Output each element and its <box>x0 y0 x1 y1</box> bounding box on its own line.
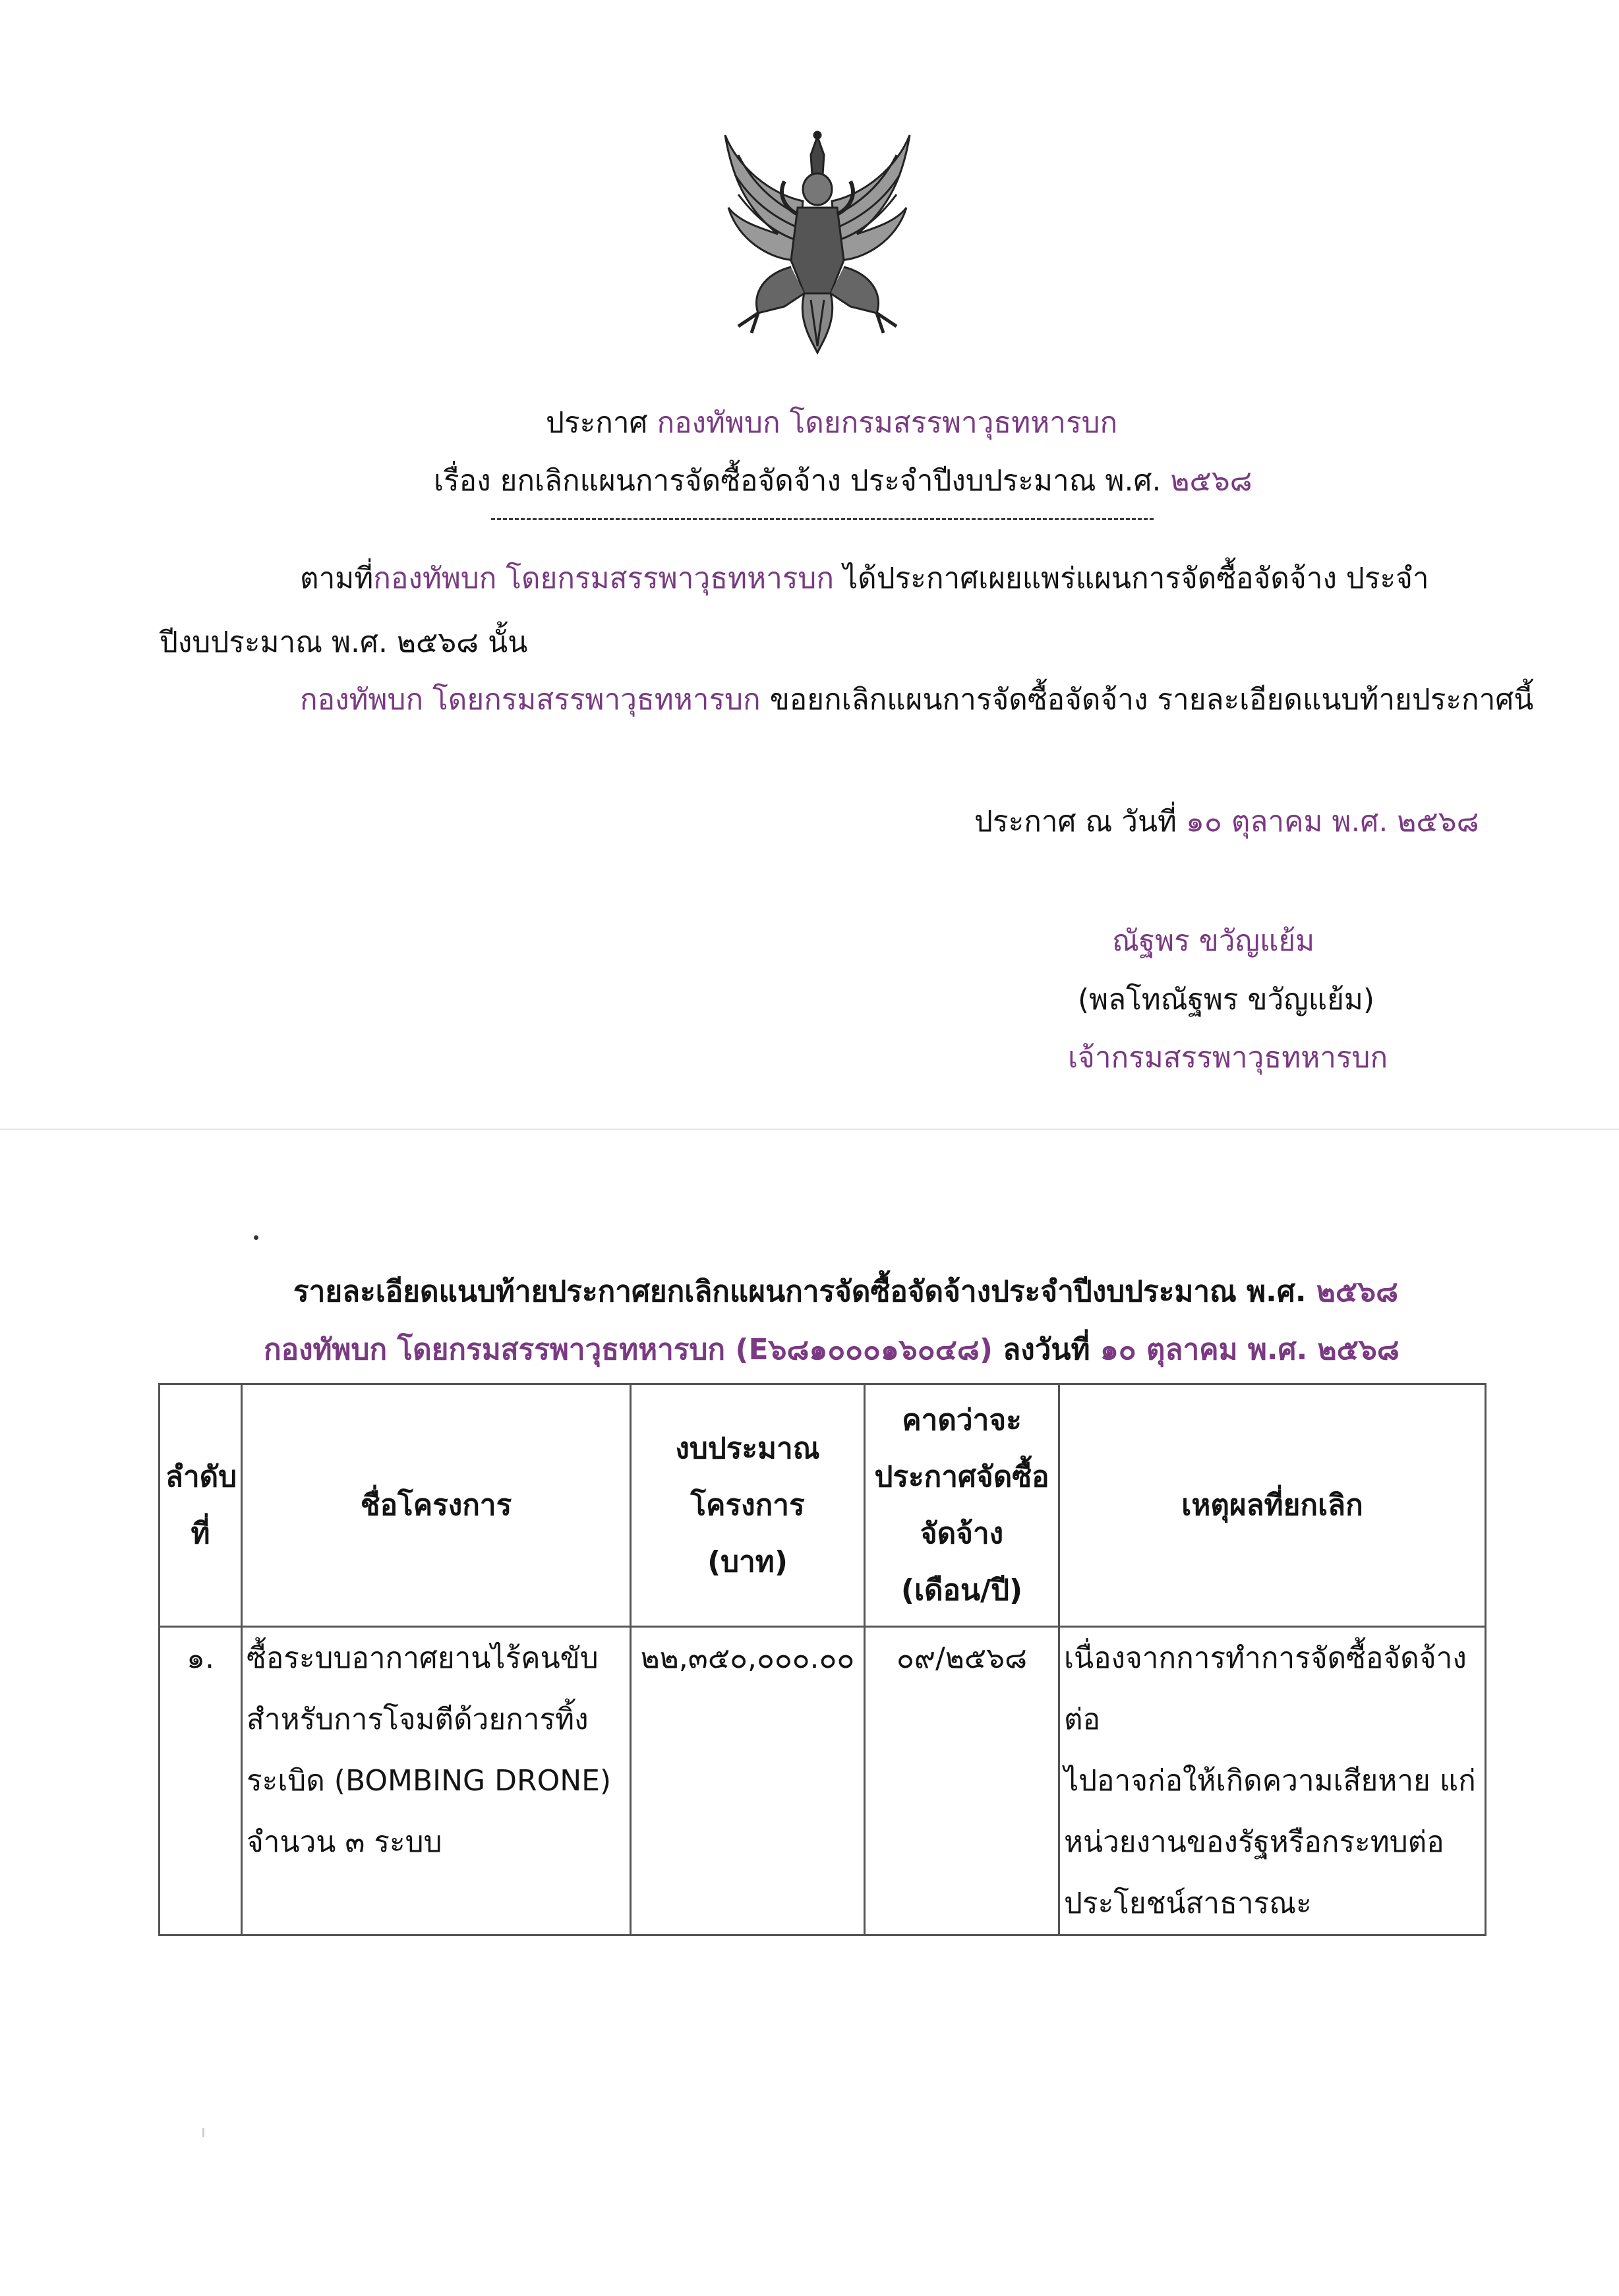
header-no-line2: ที่ <box>191 1516 210 1550</box>
garuda-emblem-icon <box>712 129 923 356</box>
header-no-line1: ลำดับ <box>165 1459 237 1494</box>
subject-year: ๒๕๖๘ <box>1170 464 1252 498</box>
project-name-line1: ซื้อระบบอากาศยานไร้คนขับ <box>247 1641 599 1675</box>
paragraph-2 <box>300 680 1533 720</box>
column-header-project-name: ชื่อโครงการ <box>242 1384 631 1627</box>
reason-line1: เนื่องจากการทำการจัดซื้อจัดจ้างต่อ <box>1064 1641 1467 1736</box>
reason-line2: ไปอาจก่อให้เกิดความเสียหาย แก่ <box>1064 1764 1476 1798</box>
attachment-date-label: ลงวันที่ <box>992 1333 1100 1367</box>
cell-reason <box>1059 1627 1486 1935</box>
column-header-expected-date <box>865 1384 1059 1627</box>
header-budget-line1: งบประมาณ <box>675 1431 820 1465</box>
date-prefix: ประกาศ ณ วันที่ <box>974 805 1187 839</box>
header-date-line1: คาดว่าจะ <box>902 1403 1022 1437</box>
project-name-line4: จำนวน ๓ ระบบ <box>247 1825 442 1859</box>
para1-organization: กองทัพบก โดยกรมสรรพาวุธทหารบก <box>373 562 834 595</box>
signatory-title: เจ้ากรมสรรพาวุธทหารบก <box>1068 1041 1388 1074</box>
subject-text: เรื่อง ยกเลิกแผนการจัดซื้อจัดจ้าง ประจำปีงบประมาณ พ.ศ. <box>434 464 1162 498</box>
header-date-line4: (เดือน/ปี) <box>900 1573 1023 1607</box>
title-prefix: ประกาศ <box>546 406 648 440</box>
announcement-title <box>546 403 1117 443</box>
table-header-row <box>160 1384 1486 1627</box>
attachment-heading-line-2 <box>264 1330 1399 1370</box>
header-budget-line3: (บาท) <box>707 1545 788 1579</box>
header-date-line3: จัดจ้าง <box>920 1516 1004 1550</box>
header-date-line2: ประกาศจัดซื้อ <box>874 1459 1049 1494</box>
signature-name: ณัฐพร ขวัญแย้ม <box>1112 924 1315 958</box>
signatory-full-name: (พลโทณัฐพร ขวัญแย้ม) <box>1078 983 1375 1016</box>
cell-budget: ๒๒,๓๕๐,๐๐๐.๐๐ <box>631 1627 865 1935</box>
announcement-date <box>974 802 1479 842</box>
announcement-subject <box>434 461 1252 501</box>
table-row <box>160 1627 1486 1935</box>
title-divider <box>491 518 1154 520</box>
attachment-heading-year: ๒๕๖๘ <box>1316 1275 1399 1309</box>
paragraph-1-line-1 <box>300 559 1429 599</box>
detail-table <box>158 1383 1487 1936</box>
attachment-heading-line-1 <box>293 1272 1398 1312</box>
project-name-line2: สำหรับการโจมตีด้วยการทิ้ง <box>247 1703 589 1736</box>
reason-line4: ประโยชน์สาธารณะ <box>1064 1887 1312 1920</box>
attachment-organization: กองทัพบก โดยกรมสรรพาวุธทหารบก (E๖๘๑๐๐๐๑๖๐๔๘) <box>264 1333 993 1367</box>
column-header-no <box>160 1384 242 1627</box>
reason-line3: หน่วยงานของรัฐหรือกระทบต่อ <box>1064 1825 1444 1859</box>
paragraph-1-line-2: ปีงบประมาณ พ.ศ. ๒๕๖๘ นั้น <box>160 626 528 659</box>
page-separator <box>0 1129 1619 1130</box>
stray-mark <box>202 2128 204 2137</box>
para2-rest: ขอยกเลิกแผนการจัดซื้อจัดจ้าง รายละเอียดแนบท้ายประกาศนี้ <box>760 683 1534 717</box>
stray-dot <box>254 1235 258 1240</box>
para2-organization: กองทัพบก โดยกรมสรรพาวุธทหารบก <box>300 683 761 717</box>
attachment-heading-text: รายละเอียดแนบท้ายประกาศยกเลิกแผนการจัดซื้อจัดจ้างประจำปีงบประมาณ พ.ศ. <box>293 1275 1316 1309</box>
cell-project-name <box>242 1627 631 1935</box>
title-organization: กองทัพบก โดยกรมสรรพาวุธทหารบก <box>657 406 1118 440</box>
para1-rest: ได้ประกาศเผยแพร่แผนการจัดซื้อจัดจ้าง ประจำ <box>834 562 1429 595</box>
date-value: ๑๐ ตุลาคม พ.ศ. ๒๕๖๘ <box>1186 805 1479 839</box>
attachment-date: ๑๐ ตุลาคม พ.ศ. ๒๕๖๘ <box>1100 1333 1399 1367</box>
project-name-line3: ระเบิด (BOMBING DRONE) <box>247 1764 612 1798</box>
para1-prefix: ตามที่ <box>300 562 374 595</box>
column-header-budget <box>631 1384 865 1627</box>
column-header-reason: เหตุผลที่ยกเลิก <box>1059 1384 1486 1627</box>
cell-expected-date: ๐๙/๒๕๖๘ <box>865 1627 1059 1935</box>
header-budget-line2: โครงการ <box>690 1488 805 1522</box>
cell-no: ๑. <box>160 1627 242 1935</box>
